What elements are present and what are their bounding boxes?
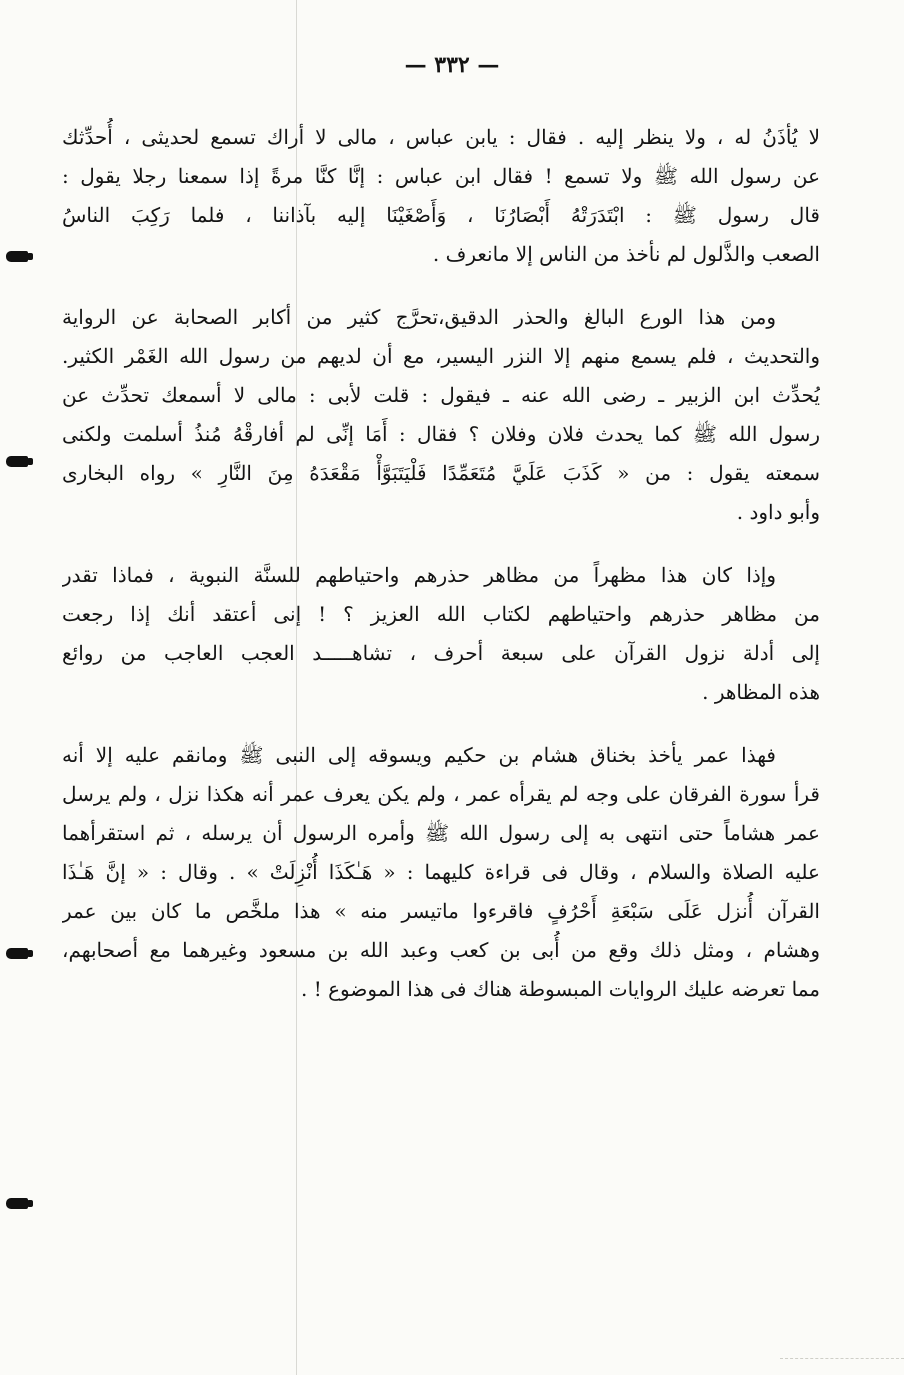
text-line: قرأ سورة الفرقان على وجه لم يقرأه عمر ، ولم يكن يعرف عمر أنه هكذا نزل ، ولم يرسل	[62, 782, 820, 806]
text-line: سمعته يقول : من « كَذَبَ عَلَيَّ مُتَعَمِّدًا فَلْيَتَبَوَّأْ مَقْعَدَهُ مِنَ النَّارِ » رواه البخارى	[62, 461, 820, 485]
body-text	[62, 118, 820, 1009]
text-line: فهذا عمر يأخذ بخناق هشام بن حكيم ويسوقه إلى النبى ﷺ ومانقم عليه إلا أنه	[62, 743, 776, 767]
margin-mark-2	[6, 456, 28, 467]
paragraph-4	[62, 736, 820, 1009]
text-line: عن رسول الله ﷺ ولا تسمع ! فقال ابن عباس : إنَّا كنَّا مرةً إذا سمعنا رجلا يقول :	[62, 164, 820, 188]
text-line: رسول الله ﷺ كما يحدث فلان وفلان ؟ فقال : أَمَا إنِّى لم أفارقْهُ مُنذُ أسلمت ولكنى	[62, 422, 820, 446]
paragraph-3	[62, 556, 820, 712]
text-line: عليه الصلاة والسلام ، وقال فى قراءة كليهما : « هَـٰكَذَا أُنْزِلَتْ » . وقال : « إنَّ هَـٰذَا	[62, 860, 820, 884]
margin-mark-4	[6, 1198, 28, 1209]
margin-mark-3	[6, 948, 28, 959]
text-line: قال رسول ﷺ : ابْتَدَرَتْهُ أَبْصَارُنَا ، وَأَصْغَيْنَا إليه بآذاننا ، فلما رَكِبَ الناسُ	[62, 203, 820, 227]
text-line: وأبو داود .	[736, 500, 820, 524]
text-line: عمر هشاماً حتى انتهى به إلى رسول الله ﷺ وأمره الرسول أن يرسله ، ثم استقرأهما	[62, 821, 820, 845]
text-line: هذه المظاهر .	[702, 680, 820, 704]
text-line: لا يُأذَنُ له ، ولا ينظر إليه . فقال : يابن عباس ، مالى لا أراك تسمع لحديثى ، أُحدِّثك	[62, 125, 820, 149]
paragraph-2	[62, 298, 820, 532]
paragraph-1	[62, 118, 820, 274]
text-line: يُحدِّث ابن الزبير ـ رضى الله عنه ـ فيقول : قلت لأبى : مالى لا أسمعك تحدِّث عن	[62, 383, 820, 407]
text-line: القرآن أُنزل عَلَى سَبْعَةِ أَحْرُفٍ فاقرءوا ماتيسر منه » هذا ملخَّص ما كان بين عمر	[62, 899, 820, 923]
margin-mark-1	[6, 251, 28, 262]
text-line: والتحديث ، فلم يسمع منهم إلا النزر اليسير، مع أن لديهم من رسول الله الغَمْر الكثير.	[62, 344, 820, 368]
bottom-rule	[780, 1358, 904, 1360]
text-line: ومن هذا الورع البالغ والحذر الدقيق،تحرَّج كثير من أكابر الصحابة عن الرواية	[62, 305, 776, 329]
text-line: وإذا كان هذا مظهراً من مظاهر حذرهم واحتياطهم للسنَّة النبوية ، فماذا تقدر	[62, 563, 776, 587]
page-number: — ٣٣٢ —	[404, 52, 500, 78]
text-line: من مظاهر حذرهم واحتياطهم لكتاب الله العزيز ؟ ! إنى أعتقد أنك إذا رجعت	[62, 602, 820, 626]
text-line: مما تعرضه عليك الروايات المبسوطة هناك فى هذا الموضوع ! .	[301, 977, 820, 1001]
text-line: إلى أدلة نزول القرآن على سبعة أحرف ، تشاهـــــد العجب العاجب من روائع	[62, 641, 820, 665]
text-line: وهشام ، ومثل ذلك وقع من أُبى بن كعب وعبد الله بن مسعود وغيرهما مع أصحابهم،	[62, 938, 820, 962]
text-line: الصعب والذَّلول لم نأخذ من الناس إلا مانعرف .	[432, 242, 820, 266]
